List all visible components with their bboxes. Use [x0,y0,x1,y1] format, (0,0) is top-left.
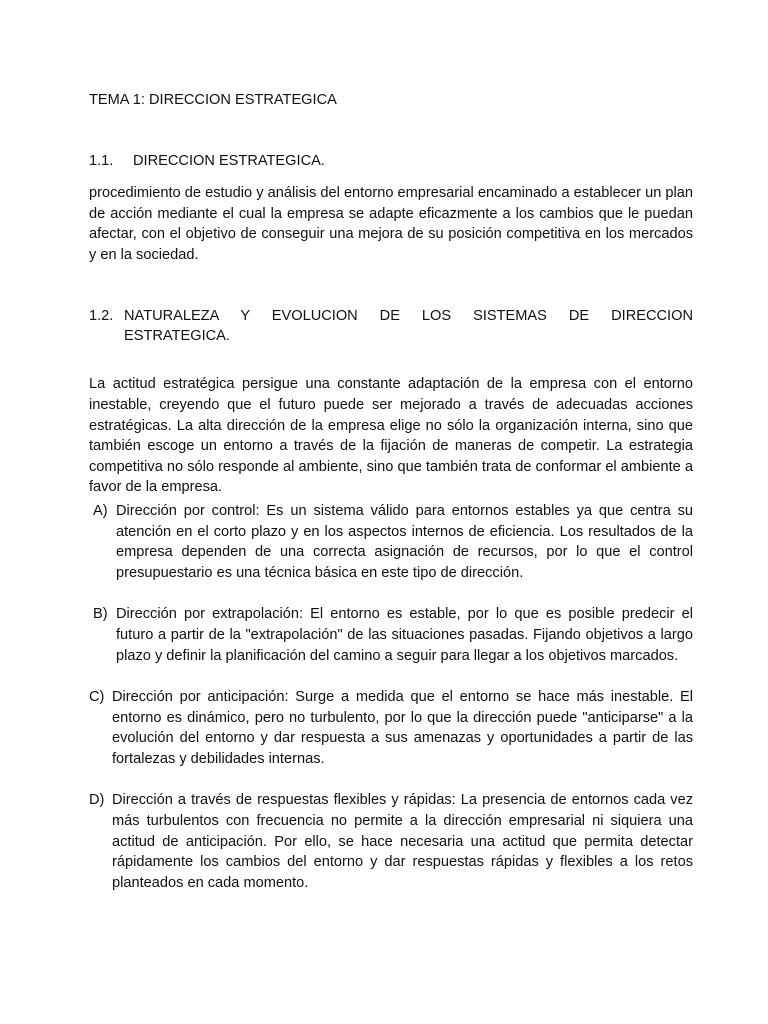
section-number: 1.2. [89,308,114,325]
section-number: 1.1. [89,153,114,169]
section-1-1-paragraph: procedimiento de estudio y análisis del entorno empresarial encaminado a establecer un plan de acción mediante el cual la empresa se adapte eficazmente a los cambios que le puedan afectar, con el objetivo de conseguir una mejora de su posición competitiva en los mercados y en la sociedad. [89,185,693,263]
section-heading-1-2 [89,306,693,346]
list-item-text: Dirección a través de respuestas flexibles y rápidas: La presencia de entornos cada vez más turbulentos con frecuencia no permite a la dirección empresarial ni siquiera una actitud de anticipación. Por ello, se hace necesaria una actitud que permita detectar rápidamente los cambios del entorno y dar respuestas rápidas y flexibles a los retos planteados en cada momento. [112,792,693,891]
document-page [89,90,693,893]
list-item-label: C) [89,689,105,706]
list-item [89,687,693,769]
list-item [89,604,693,666]
section-heading-text [124,306,693,346]
section-heading-line-1: NATURALEZA Y EVOLUCION DE LOS SISTEMAS DE DIRECCION [124,308,693,325]
list-item-label: A) [93,502,108,519]
section-heading-text: DIRECCION ESTRATEGICA. [133,153,325,169]
list-item [89,790,693,893]
section-heading-line-2: ESTRATEGICA. [124,328,230,345]
list-item-text: Dirección por extrapolación: El entorno es estable, por lo que es posible predecir el futuro a partir de la "extrapolación" de las situaciones pasadas. Fijando objetivos a largo plazo y definir la planificación del camino a seguir para llegar a los objetivos marcados. [116,606,693,664]
list-item-label: D) [89,792,105,809]
list-item-text: Dirección por anticipación: Surge a medida que el entorno se hace más inestable. El entorno es dinámico, pero no turbulento, por lo que la dirección puede "anticiparse" a la evolución del entorno y dar respuesta a sus amenazas y oportunidades a partir de las fortalezas y debilidades internas. [112,689,693,767]
section-1-2-paragraph: La actitud estratégica persigue una constante adaptación de la empresa con el entorno inestable, creyendo que el futuro puede ser mejorado a través de adecuadas acciones estratégicas. La alta dirección de la empresa elige no sólo la organización interna, sino que también escoge un entorno a través de la fijación de maneras de competir. La estrategia competitiva no sólo responde al ambiente, sino que también trata de conformar el ambiente a favor de la empresa. [89,376,693,496]
section-heading-1-1 [89,151,693,171]
list-item [89,501,693,583]
list-item-label: B) [93,606,108,623]
list-item-text: Dirección por control: Es un sistema válido para entornos estables ya que centra su atención en el corto plazo y en los aspectos internos de eficiencia. Los resultados de la empresa dependen de una correcta asignación de recursos, por lo que el control presupuestario es una técnica básica en este tipo de dirección. [116,502,693,581]
document-title: TEMA 1: DIRECCION ESTRATEGICA [89,92,337,108]
